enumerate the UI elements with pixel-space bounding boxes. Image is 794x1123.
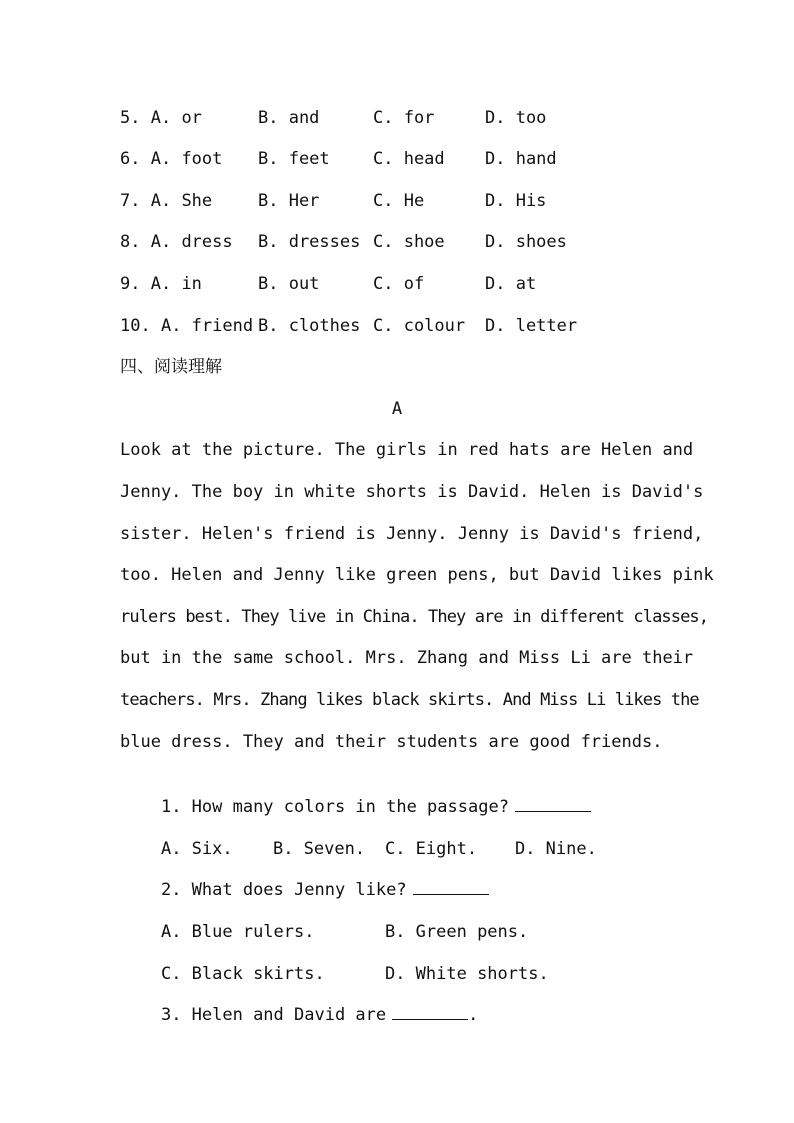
cloze-option-row-7 (120, 189, 680, 213)
option-b: B. and (258, 108, 320, 128)
option-c: C. shoe (373, 232, 445, 252)
option-a[interactable]: A. Six. (160, 839, 233, 859)
option-a: 10. A. friend (120, 316, 254, 336)
option-d: D. shoes (485, 232, 567, 252)
option-c: C. head (373, 149, 445, 169)
option-d: D. hand (485, 149, 557, 169)
passage-line: Jenny. The boy in white shorts is David. Helen is David's (120, 482, 704, 502)
option-a: 6. A. foot (120, 149, 223, 169)
option-b: B. clothes (258, 316, 361, 336)
option-b[interactable]: B. Seven. (272, 839, 366, 859)
passage-line: but in the same school. Mrs. Zhang and Miss Li are their (120, 648, 694, 668)
question-end: . (468, 1005, 479, 1025)
option-a: 5. A. or (120, 108, 202, 128)
passage-line: rulers best. They live in China. They are in different classes, (120, 607, 709, 627)
option-c: C. of (373, 274, 425, 294)
option-d[interactable]: D. Nine. (514, 839, 597, 859)
cloze-option-row-8 (120, 230, 680, 254)
option-b: B. dresses (258, 232, 361, 252)
option-b[interactable]: B. Green pens. (384, 922, 529, 942)
question-text: 1. How many colors in the passage? (160, 797, 509, 817)
option-a: 8. A. dress (120, 232, 233, 252)
cloze-option-row-10 (120, 314, 680, 338)
option-d: D. at (485, 274, 537, 294)
option-a: 9. A. in (120, 274, 202, 294)
option-b: B. out (258, 274, 320, 294)
cloze-option-row-9 (120, 272, 680, 296)
section-title: 四、阅读理解 (120, 357, 222, 377)
option-c: C. He (373, 191, 425, 211)
option-d: D. too (485, 108, 547, 128)
cloze-option-row-5 (120, 106, 680, 130)
option-a: 7. A. She (120, 191, 213, 211)
option-d[interactable]: D. White shorts. (384, 964, 549, 984)
option-d: D. His (485, 191, 547, 211)
option-c: C. colour (373, 316, 466, 336)
answer-blank[interactable] (413, 878, 489, 895)
passage-line: sister. Helen's friend is Jenny. Jenny is David's friend, (120, 524, 704, 544)
answer-blank[interactable] (515, 795, 591, 812)
option-c: C. for (373, 108, 435, 128)
passage-line: blue dress. They and their students are good friends. (120, 732, 663, 752)
passage-line: Look at the picture. The girls in red hats are Helen and (120, 440, 694, 460)
cloze-option-row-6 (120, 147, 680, 171)
question-3 (120, 979, 680, 1051)
answer-blank[interactable] (392, 1003, 468, 1020)
passage-label: A (391, 399, 403, 419)
passage-line: too. Helen and Jenny like green pens, but David likes pink (120, 565, 714, 585)
option-b: B. feet (258, 149, 330, 169)
question-text: 3. Helen and David are (160, 1005, 387, 1025)
question-text: 2. What does Jenny like? (160, 880, 407, 900)
passage-line: teachers. Mrs. Zhang likes black skirts. And Miss Li likes the (120, 690, 699, 710)
option-c[interactable]: C. Eight. (384, 839, 478, 859)
option-a[interactable]: A. Blue rulers. (160, 922, 315, 942)
option-b: B. Her (258, 191, 320, 211)
option-d: D. letter (485, 316, 578, 336)
option-c[interactable]: C. Black skirts. (160, 964, 325, 984)
